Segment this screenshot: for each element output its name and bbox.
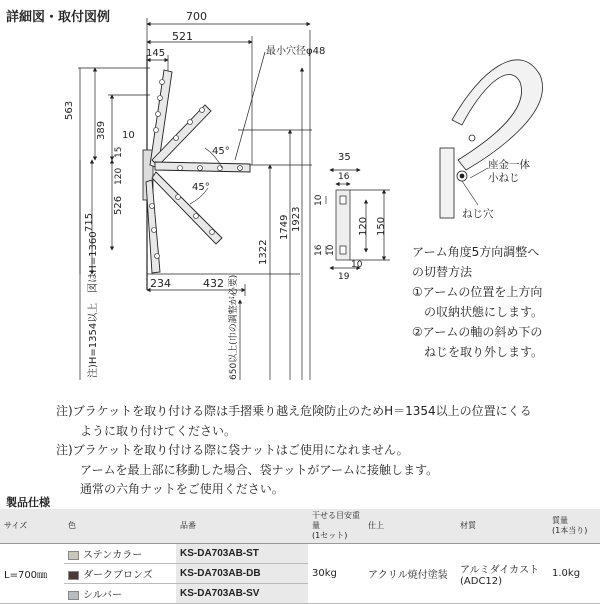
- dim-1923: 1923: [291, 206, 302, 232]
- dim-526: 526: [113, 195, 124, 215]
- arms: [146, 70, 250, 273]
- dim-715: 715: [84, 212, 95, 232]
- dim-521: 521: [172, 30, 193, 43]
- note-2-cont-2: 通常の六角ナットをご使用ください。: [56, 482, 284, 496]
- color-swatch: [68, 551, 79, 560]
- installation-notes: [56, 402, 532, 500]
- angle-upper: 45°: [212, 146, 230, 157]
- load-cell: 30kg: [308, 544, 364, 604]
- spec-header-row: [0, 509, 600, 544]
- note-1: 注)ブラケットを取り付ける際は手摺乗り越え危険防止のためH＝1354以上の位置にくる: [56, 404, 532, 418]
- note-2: 注)ブラケットを取り付ける際に袋ナットはご使用になれません。: [56, 443, 409, 457]
- material-cell: [456, 544, 548, 604]
- dim-234: 234: [150, 277, 171, 290]
- dim-1749: 1749: [279, 214, 290, 240]
- color-swatch: [68, 571, 79, 580]
- color-cell: [64, 544, 176, 564]
- dim-15: 15: [114, 146, 124, 158]
- dim-19: 19: [338, 272, 350, 282]
- dim-16-top: 16: [338, 172, 350, 182]
- angle-switch-method: [412, 242, 543, 362]
- dim-563: 563: [64, 100, 75, 120]
- header-weight-line1: 質量: [552, 516, 568, 525]
- table-row: [0, 544, 600, 564]
- dim-120-side: 120: [358, 216, 369, 236]
- dim-10-bottom: 10: [326, 244, 336, 256]
- size-cell: L=700㎜: [0, 544, 64, 604]
- material-line2: (ADC12): [460, 575, 503, 587]
- header-material: 材質: [456, 509, 548, 544]
- model-cell: KS-DA703AB-SV: [176, 584, 308, 604]
- method-step-1: ①アームの位置を上方向: [412, 285, 543, 299]
- arm-detail-view: [440, 60, 543, 218]
- method-heading: アーム角度5方向調整へ: [412, 245, 540, 259]
- header-load-line2: (1セット): [312, 531, 348, 540]
- height-note: 注)H=1354以上 図はH=1360: [88, 231, 99, 378]
- dim-389: 389: [96, 120, 107, 140]
- model-cell: KS-DA703AB-ST: [176, 544, 308, 564]
- method-step-2: ②アームの軸の斜め下の: [412, 325, 543, 339]
- header-load: [308, 509, 364, 544]
- color-cell: [64, 584, 176, 604]
- header-model: 品番: [176, 509, 308, 544]
- finish-cell: アクリル焼付塗装: [364, 544, 456, 604]
- dim-700: 700: [186, 10, 207, 23]
- color-name: ステンカラー: [83, 550, 143, 561]
- header-load-line1: 干せる目安重量: [312, 511, 360, 530]
- method-heading-2: の切替方法: [412, 265, 473, 279]
- hole-diameter-label: 最小穴径φ48: [266, 46, 326, 57]
- header-size: サイズ: [0, 509, 64, 544]
- dim-145: 145: [146, 48, 166, 59]
- angle-lower: 45°: [192, 182, 210, 193]
- dim-10: 10: [122, 130, 135, 141]
- color-swatch: [68, 591, 79, 600]
- material-line1: アルミダイカスト: [460, 564, 540, 576]
- color-name: ダークブロンズ: [83, 570, 153, 581]
- header-weight: [548, 509, 600, 544]
- dim-10-top: 10: [314, 194, 324, 206]
- dim-432: 432: [203, 277, 224, 290]
- small-screw-label: 小ねじ: [488, 172, 520, 184]
- dim-1322: 1322: [258, 239, 269, 265]
- dim-16-bottom: 16: [314, 244, 324, 256]
- note-2-cont: アームを最上部に移動した場合、袋ナットがアームに接触します。: [56, 462, 439, 477]
- dim-120: 120: [114, 167, 124, 185]
- washer-label: 座金一体: [488, 159, 530, 171]
- model-cell: KS-DA703AB-DB: [176, 564, 308, 584]
- screw-hole-label: ねじ穴: [462, 208, 494, 220]
- dim-35: 35: [338, 152, 351, 163]
- page-title: 詳細図・取付図例: [6, 10, 111, 25]
- method-step-1-cont: の収納状態にします。: [412, 305, 544, 319]
- note-1-cont: ように取り付けてください。: [56, 423, 237, 438]
- spec-table: [0, 509, 600, 604]
- dim-10-base: 10: [351, 260, 363, 270]
- width-note: 650以上(巾の調整が必要): [229, 274, 239, 380]
- dim-150: 150: [376, 216, 387, 236]
- method-step-2-cont: ねじを取り外します。: [412, 345, 544, 359]
- color-cell: [64, 564, 176, 584]
- color-name: シルバー: [83, 590, 123, 601]
- header-weight-line2: (1本当り): [552, 526, 588, 535]
- spec-title: 製品仕様: [6, 496, 50, 509]
- header-finish: 仕上: [364, 509, 456, 544]
- header-color: 色: [64, 509, 176, 544]
- weight-cell: 1.0kg: [548, 544, 600, 604]
